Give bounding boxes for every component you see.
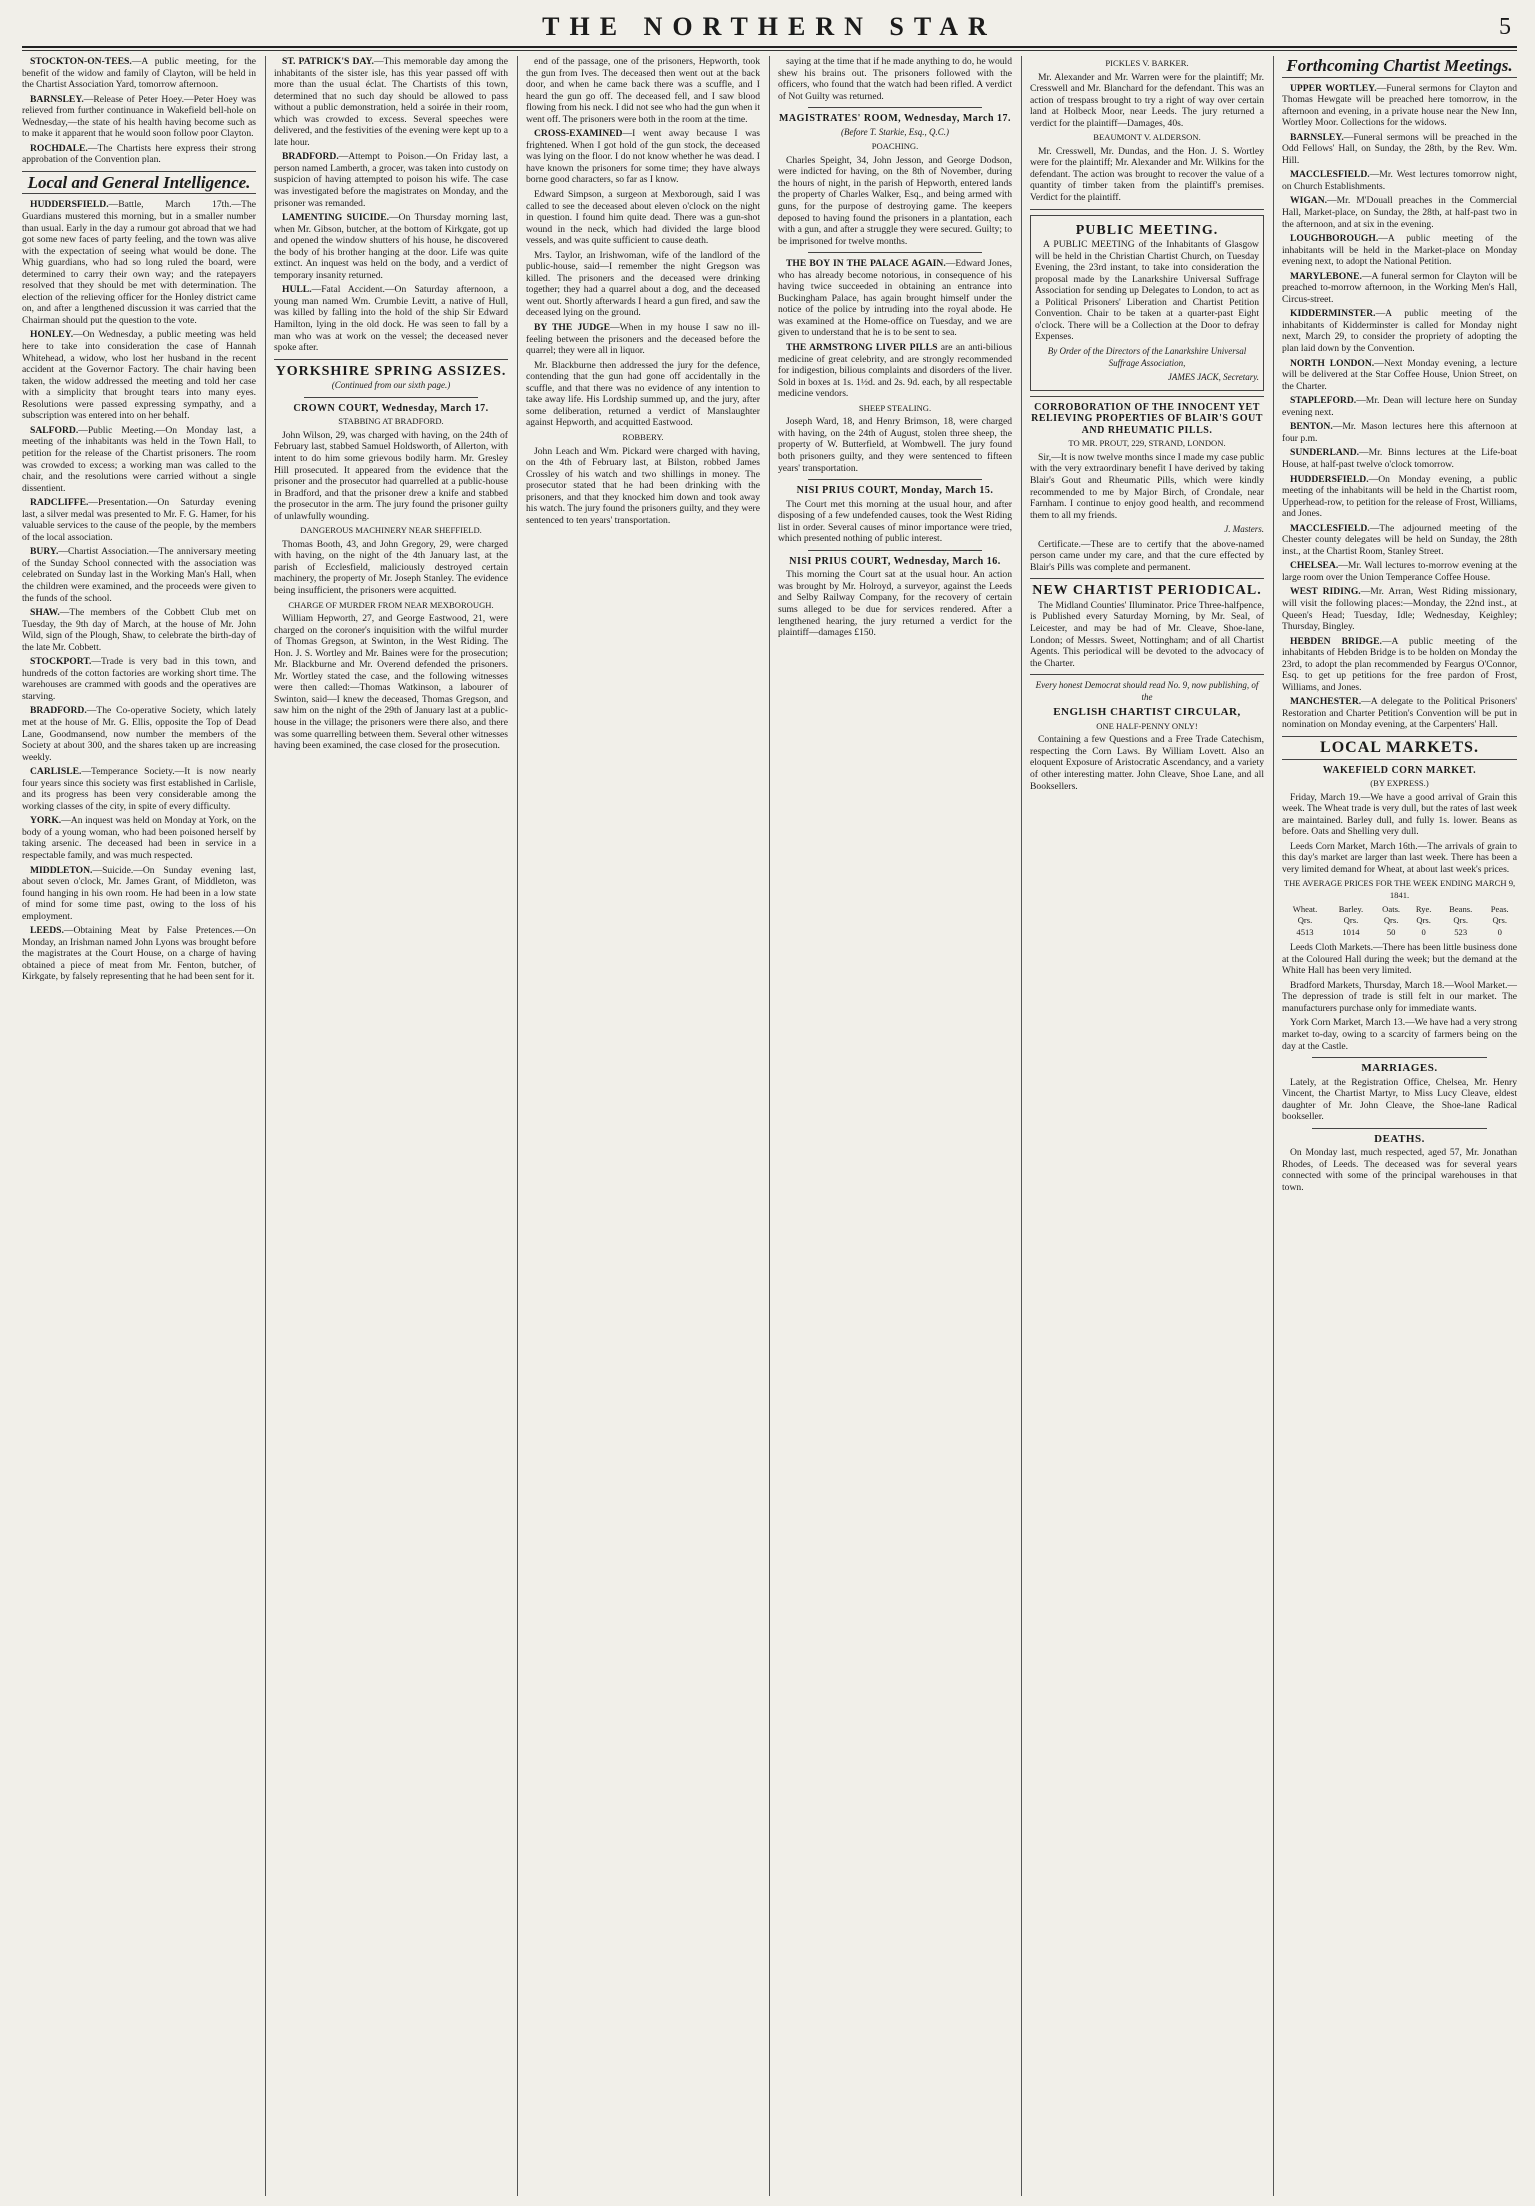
deaths-title: DEATHS.	[1374, 1132, 1425, 1145]
testimony	[526, 56, 760, 125]
article-text: —Public Meeting.—On Monday last, a meeting of the inhabitants was held in the Town Hall, to petition for the release of the Chartist prisoners. The room was crowded to excess; a working man was called to the chair, and the resolutions were carried without a single dissentient.	[22, 424, 256, 494]
testimony-text: Mr. Blackburne then addressed the jury for the defence, contending that the gun had gone off accidentally in the scuffle, and that there was no evidence of any intention to take away life. His Lordship summed up, and the jury, after some deliberation, returned a verdict of Manslaughter against Hepworth, and acquitted Eastwood.	[526, 359, 760, 429]
meeting-text: —Funeral sermons will be preached in the Odd Fellows' Hall, on Sunday, the 28th, by the Rev. Wm. Hill.	[1282, 131, 1517, 166]
testimony	[526, 322, 760, 357]
table-cell: 523	[1454, 926, 1468, 937]
meeting-head: STAPLEFORD.	[1290, 395, 1357, 407]
table-header: Beans.	[1449, 903, 1473, 914]
article	[22, 199, 256, 326]
article-head: THE BOY IN THE PALACE AGAIN.	[786, 258, 946, 270]
divider	[1312, 1128, 1487, 1129]
article	[22, 865, 256, 923]
column-5	[1030, 56, 1264, 2196]
article-head: THE ARMSTRONG LIVER PILLS	[786, 342, 938, 354]
meeting-item	[1282, 395, 1517, 418]
table-header-row	[1282, 904, 1517, 916]
article-text: —On Wednesday, a public meeting was held here to take into consideration the case of Hannah Whitehead, a widow, who lost her husband in the recent accident at the Governor Factory. The chair having been taken, the widow addressed the meeting and told her case with a simplicity that brought tears into many eyes. Resolutions were passed expressing sympathy, and a subscription was entered into on her behalf.	[22, 329, 256, 422]
meeting-head: WEST RIDING.	[1290, 586, 1361, 598]
column-rule	[1021, 56, 1022, 2196]
column-3	[526, 56, 760, 2196]
meeting-head: SUNDERLAND.	[1290, 447, 1360, 459]
testimony-text: —I went away because I was frightened. When I got hold of the gun stock, the deceased was lying on the floor. I do not know whether he was dead. I have known the prisoners for some time; they have always borne good characters, so far as I know.	[526, 128, 760, 186]
meeting-head: CHELSEA.	[1290, 560, 1339, 572]
divider	[808, 479, 982, 480]
article-head: BRADFORD.	[30, 705, 87, 717]
article	[22, 705, 256, 763]
meeting-item	[1282, 447, 1517, 470]
article-head: MIDDLETON.	[30, 864, 93, 876]
testimony-text: end of the passage, one of the prisoners, Hepworth, took the gun from Ives. The deceased then went out at the back door, and when he came back there was a scuffle, and I heard the gun go off. The deceased fell, and I saw blood flowing from his neck. I did not see who had the gun when it went off. The prisoners were both in the room at the time.	[526, 56, 760, 125]
public-meeting-ad	[1030, 215, 1264, 391]
meeting-text: —The adjourned meeting of the Chester county delegates will be held on Sunday, the 28th inst., at the Chartist Room, Stanley Street.	[1282, 522, 1517, 557]
article	[22, 425, 256, 494]
ad-text: The Midland Counties' Illuminator. Price Three-halfpence, is Published every Saturday Morning, by Mr. Seal, of Leicester, and may be had of Mr. Cleave, Shoe-lane, London; of Messrs. Sweet, Nottingham; and of all Chartist Agents. This periodical will be devoted to the advocacy of the Charter.	[1030, 599, 1264, 669]
article	[22, 546, 256, 604]
meeting-head: KIDDERMINSTER.	[1290, 308, 1376, 320]
article-head: CARLISLE.	[30, 766, 82, 778]
article-text: —Temperance Society.—It is now nearly four years since this society was first established in Carlisle, and its progress has been very considerable among the working classes of the city, in spite of every difficulty.	[22, 766, 256, 812]
meeting-item	[1282, 195, 1517, 230]
table-cell: 0	[1497, 926, 1502, 937]
ad-title: CORROBORATION OF THE INNOCENT YET RELIEVING PROPERTIES OF BLAIR'S GOUT AND RHEUMATIC PILLS.	[1031, 401, 1263, 436]
brief-text: —Release of Peter Hoey.—Peter Hoey was relieved from further continuance in Wakefield bell-hole on Wednesday,—the state of his health having become such as to make it apparent that he would soon follow poor Clayton.	[22, 93, 256, 140]
market-heading: WAKEFIELD CORN MARKET.	[1322, 764, 1477, 776]
average-prices-table	[1282, 904, 1517, 939]
table-header: Oats.	[1382, 903, 1401, 914]
divider	[1312, 1057, 1487, 1058]
newspaper-page	[22, 10, 1517, 2200]
column-1	[22, 56, 256, 2196]
court-heading: NISI PRIUS COURT, Monday, March 15.	[796, 485, 994, 497]
article	[22, 766, 256, 812]
brief-head: ROCHDALE.	[30, 142, 88, 154]
article-text: —Battle, March 17th.—The Guardians mustered this morning, but in a smaller number than usual. Early in the day a rumour got abroad that we had got some new faces of party feeling, and the town was alive with the expectation of seeing what would be done. The Whig guardians, who had so long ruled the board, were determined to carry their own way; and the ratepayers resolved that they should be met with determination. The election of the relieving officer for the Honley district came on, and after a lengthened discussion it was carried that the Chairman should put the question to the vote.	[22, 199, 256, 326]
case-text: Charles Speight, 34, John Jesson, and George Dodson, were indicted for having, on the 8th of November, during the hours of night, in the parish of Hepworth, entered lands the property of Charles Walker, Esq., and being armed with guns, for the purpose of destroying game. The keepers deposed to having found the prisoners in a plantation, each with a gun, and after a struggle they were secured. Guilty; to be imprisoned for twelve months.	[778, 154, 1012, 247]
meeting-item	[1282, 358, 1517, 393]
case-title: CHARGE OF MURDER FROM NEAR MEXBOROUGH.	[288, 599, 494, 610]
meeting-text: —Mr. Arran, West Riding missionary, will visit the following places:—Monday, the 22nd inst., at Queen's Head; Tuesday, Idle; Wednesday, Keighley; Thursday, Bingley.	[1282, 586, 1517, 633]
table-cell: Qrs.	[1492, 915, 1508, 926]
meeting-item	[1282, 636, 1517, 694]
testimony-head: BY THE JUDGE	[534, 322, 610, 334]
ad-byline: By Order of the Directors of the Lanarkshire Universal Suffrage Association,	[1047, 346, 1247, 368]
meeting-text: —A public meeting of the inhabitants of Hebden Bridge is to be holden on Monday the 23rd, to adopt the plan recommended by Feargus O'Connor, Esq. to get up petitions for the free pardon of Frost, Williams, and Jones.	[1282, 635, 1517, 693]
col1-briefs	[22, 56, 256, 166]
article-text: —Edward Jones, who has already become notorious, in consequence of his having twice succeeded in obtaining an entrance into Buckingham Palace, has again brought himself under the notice of the police by intruding into the royal abode. He was examined at the Home-office on Tuesday, and we are given to understand that he is to be sent to sea.	[778, 258, 1012, 339]
meeting-head: MARYLEBONE.	[1290, 270, 1362, 282]
page-number: 5	[1499, 14, 1511, 40]
meeting-text: —On Monday evening, a public meeting of the inhabitants will be held in the Chartist room, Upperhead-row, to petition for the release of Frost, Williams, and Jones.	[1282, 473, 1517, 520]
meeting-text: —Mr. Binns lectures at the Life-boat House, at half-past twelve o'clock tomorrow.	[1282, 447, 1517, 470]
case-title: ROBBERY.	[622, 431, 664, 442]
meeting-head: BARNSLEY.	[1290, 131, 1344, 143]
article	[274, 56, 508, 148]
case-text: This morning the Court sat at the usual hour. An action was brought by Mr. Holroyd, a surveyor, against the Leeds and Selby Railway Company, for the recovery of certain sums alleged to be due for services rendered. After a lengthened hearing, the jury returned a verdict for the plaintiff—damages £150.	[778, 569, 1012, 639]
table-header: Rye.	[1415, 903, 1432, 914]
ad-signature: JAMES JACK, Secretary.	[1167, 372, 1259, 383]
deaths-text: On Monday last, much respected, aged 57, Mr. Jonathan Rhodes, of Leeds. The deceased was for several years connected with some of the principal warehouses in that town.	[1282, 1147, 1517, 1194]
meeting-item	[1282, 586, 1517, 632]
court-heading: NISI PRIUS COURT, Wednesday, March 16.	[789, 555, 1001, 567]
article-text: —Trade is very bad in this town, and hundreds of the cotton factories are working short time. The warehouses are crammed with goods and the operatives are starving.	[22, 656, 256, 702]
market-subheading: (BY EXPRESS.)	[1370, 778, 1429, 789]
case-text: The Court met this morning at the usual hour, and after disposing of a few undefended causes, took the West Riding list in order. Several causes of minor importance were tried, which presented nothing of public interest.	[778, 498, 1012, 545]
ad-title: PUBLIC MEETING.	[1075, 222, 1219, 238]
article-text: —An inquest was held on Monday at York, on the body of a young woman, who had been poisoned herself by taking arsenic. The deceased had been in service in a respectable family, and was much respected.	[22, 815, 256, 861]
article	[22, 329, 256, 421]
divider	[22, 171, 256, 172]
testimony	[526, 189, 760, 247]
ad-signature: J. Masters.	[1224, 524, 1264, 535]
meeting-item	[1282, 523, 1517, 558]
divider	[1030, 578, 1264, 579]
masthead-rule	[22, 50, 1517, 51]
divider	[1030, 396, 1264, 397]
meetings-list	[1282, 83, 1517, 731]
article-text: are an anti-bilious medicine of great celebrity, and are strongly recommended for indigestion, bilious complaints and disorders of the liver. Sold in boxes at 1s. 1½d. and 2s. 9d. each, by all respectable medicine vendors.	[778, 342, 1012, 400]
testimony	[526, 360, 760, 429]
article-head: ST. PATRICK'S DAY.	[282, 56, 374, 67]
article	[778, 342, 1012, 400]
meeting-text: —Mr. Wall lectures to-morrow evening at the large room over the Union Temperance Coffee House.	[1282, 560, 1517, 583]
table-cell: Qrs.	[1383, 915, 1399, 926]
meeting-text: —Funeral sermons for Clayton and Thomas Hewgate will be preached here tomorrow, in the afternoon and evening, in a private house near the New Inn, Wortley Moor. Collections for the widows.	[1282, 82, 1517, 129]
meeting-head: BENTON.	[1290, 421, 1333, 433]
meeting-text: —A funeral sermon for Clayton will be preached to-morrow afternoon, in the Working Men's Hall, Circus-street.	[1282, 270, 1517, 305]
meeting-item	[1282, 271, 1517, 306]
article-text: —This memorable day among the inhabitants of the sister isle, has this year passed off with more than the usual éclat. The Chartists of this town, determined that no such day should be allowed to pass without a public demonstration, held a soirée in their room, which was crowded to excess. Several speeches were delivered, and the festivities of the evening were kept up to a late hour.	[274, 56, 508, 148]
ad-address: TO MR. PROUT, 229, STRAND, LONDON.	[1068, 438, 1226, 449]
article	[778, 56, 1012, 102]
case-text: William Hepworth, 27, and George Eastwood, 21, were charged on the coroner's inquisition with the wilful murder of Thomas Gregson, at Swinton, in the West Riding. The Hon. J. S. Wortley and Mr. Baines were for the prosecution; Mr. Blackburne and Mr. Overend defended the prisoners. Mr. Wortley stated the case, and the following witnesses were then called:—Thomas Watkinson, a labourer of Swinton, said—I knew the deceased, Thomas Gregson, and saw him on the night of the 29th of January last at a public-house in the village; the prisoners were there also, and there was some quarrelling between them. Several other witnesses having been examined, the case closed for the prosecution.	[274, 613, 508, 752]
table-header: Barley.	[1338, 903, 1364, 914]
court-subtitle: (Before T. Starkie, Esq., Q.C.)	[841, 126, 949, 137]
market-text: Leeds Corn Market, March 16th.—The arrivals of grain to this day's market are larger than last week. There has been a very limited demand for Wheat, at about last week's prices.	[1282, 840, 1517, 875]
table-header: Wheat.	[1292, 903, 1318, 914]
meeting-item	[1282, 83, 1517, 129]
meeting-head: MACCLESFIELD.	[1290, 522, 1370, 534]
column-rule	[265, 56, 266, 2196]
divider	[1282, 736, 1517, 737]
article-head: YORK.	[30, 815, 62, 827]
ad-lead: Every honest Democrat should read No. 9, now publishing, of the	[1035, 680, 1259, 702]
meeting-text: —Mr. Mason lectures here this afternoon at four p.m.	[1282, 421, 1517, 444]
meeting-head: HUDDERSFIELD.	[1290, 473, 1369, 485]
meeting-text: —A public meeting of the inhabitants will be held in the Market-place on Monday evening next, to adopt the National Petition.	[1282, 233, 1517, 268]
meeting-head: NORTH LONDON.	[1290, 357, 1375, 369]
ad-title: NEW CHARTIST PERIODICAL.	[1032, 583, 1262, 599]
article-head: SHAW.	[30, 607, 60, 619]
article	[22, 815, 256, 861]
article	[22, 925, 256, 983]
brief-head: STOCKTON-ON-TEES.	[30, 56, 132, 67]
article-text: —On Thursday morning last, when Mr. Gibson, butcher, at the bottom of Kirkgate, got up and opened the window shutters of his house, he discovered the body of his brother hanging at the door. Life was quite extinct. An inquest was held on the body, and a verdict of temporary insanity returned.	[274, 212, 508, 281]
meeting-item	[1282, 560, 1517, 583]
article	[22, 497, 256, 543]
meeting-head: MACCLESFIELD.	[1290, 169, 1370, 181]
article-text: —Obtaining Meat by False Pretences.—On Monday, an Irishman named John Lyons was brought before the magistrates at the Court House, on a charge of having obtained a piece of meat from Mr. Fenton, butcher, of Kirkgate, by falsely representing that he had been sent for it.	[22, 925, 256, 983]
markets-title: LOCAL MARKETS.	[1320, 738, 1479, 756]
ad-price: ONE HALF-PENNY ONLY!	[1096, 720, 1198, 731]
table-cell: Qrs.	[1453, 915, 1468, 926]
ad-text: A PUBLIC MEETING of the Inhabitants of Glasgow will be held in the Christian Chartist Church, on Tuesday Evening, the 23rd instant, to take into consideration the proposal made by the Lanarkshire Universal Suffrage Association for sending up Delegates to London, to act as a Political Prisoners' Liberation and Chartist Petition Convention. Chair to be taken at a quarter-past Eight o'clock. There will be a Collection at the Door to defray Expenses.	[1035, 239, 1259, 343]
article-text: —The members of the Cobbett Club met on Tuesday, the 9th day of March, at the house of Mr. John Wild, sign of the Plough, Shaw, to celebrate the birth-day of the late Mr. Cobbett.	[22, 607, 256, 653]
market-text: Friday, March 19.—We have a good arrival of Grain this week. The Wheat trade is very dull, but the rates of last week are maintained. Barley dull, and fully 1s. lower. Beans as before. Oats and Shelling very dull.	[1282, 791, 1517, 838]
meeting-text: —Mr. Dean will lecture here on Sunday evening next.	[1282, 395, 1517, 418]
article-head: LEEDS.	[30, 925, 64, 937]
article	[274, 151, 508, 209]
article-head: BRADFORD.	[282, 151, 339, 163]
case-text: Thomas Booth, 43, and John Gregory, 29, were charged with having, on the night of the 4th January last, at the parish of Ecclesfield, maliciously destroyed certain machinery, the property of Mr. Joseph Stanley. The evidence being insufficient, the prisoners were acquitted.	[274, 538, 508, 596]
brief-item	[22, 143, 256, 166]
case-title: BEAUMONT V. ALDERSON.	[1093, 132, 1201, 143]
meeting-text: —A public meeting of the inhabitants of Kidderminster is called for Monday night next, March 29, to consider the propriety of adopting the plan laid down by the Convention.	[1282, 308, 1517, 355]
meeting-head: LOUGHBOROUGH.	[1290, 233, 1379, 245]
market-text: Bradford Markets, Thursday, March 18.—Wool Market.—The depression of trade is still felt in our market. The manufacturers purchase only for immediate wants.	[1282, 979, 1517, 1014]
brief-text: —A public meeting, for the benefit of the widow and family of Clayton, will be held in the Chartist Association Yard, tomorrow afternoon.	[22, 56, 256, 91]
testimony	[526, 250, 760, 319]
divider	[808, 550, 982, 551]
article	[22, 607, 256, 653]
article-text: —The Co-operative Society, which lately met at the house of Mr. G. Ellis, opposite the Top of Dead Lane, Goodmansend, now number the members of the Society at about 300, and the shares taken up are increasing weekly.	[22, 705, 256, 763]
case-title: SHEEP STEALING.	[858, 402, 932, 413]
masthead	[22, 10, 1517, 48]
case-title: STABBING AT BRADFORD.	[338, 416, 444, 427]
meeting-text: —Mr. M'Douall preaches in the Commercial Hall, Market-place, on Sunday, the 28th, at half-past two in the afternoon, and at six in the evening.	[1282, 195, 1517, 230]
column-rule	[769, 56, 770, 2196]
article-text: —Presentation.—On Saturday evening last, a silver medal was presented to Mr. F. G. Hamer, for his valuable services to the cause of the people, by the members of the local association.	[22, 497, 256, 543]
meeting-text: —A delegate to the Political Prisoners' Restoration and Charter Petition's Convention will be put in nomination on Monday evening, at the Carpenters' Hall.	[1282, 696, 1517, 731]
meeting-head: WIGAN.	[1290, 195, 1328, 207]
table-row	[1282, 927, 1517, 939]
divider	[1282, 77, 1517, 78]
assizes-title: YORKSHIRE SPRING ASSIZES.	[275, 363, 507, 379]
case-text: John Leach and Wm. Pickard were charged with having, on the 4th of February last, at Bilston, robbed James Crossley of his watch and two shillings in money. The prosecutor stated that he had been drinking with the prisoners, and that they knocked him down and took away his watch. The jury found the prisoners guilty, and they were sentenced to ten years' transportation.	[526, 445, 760, 526]
article-head: BURY.	[30, 546, 59, 558]
meeting-item	[1282, 474, 1517, 520]
testimony-text: Mrs. Taylor, an Irishwoman, wife of the landlord of the public-house, said—I remember the night Gregson was killed. The prisoners and the deceased were drinking together; they had a quarrel about a dog, and the deceased went out. Shortly afterwards I heard a gun fired, and saw the deceased lying on the ground.	[526, 249, 760, 319]
column-6	[1282, 56, 1517, 2196]
divider	[1030, 674, 1264, 675]
column-rule	[1273, 56, 1274, 2196]
case-text: Joseph Ward, 18, and Henry Brimson, 18, were charged with having, on the 24th of August, stolen three sheep, the property of W. Butterfield, at Wombwell. The jury found both prisoners guilty, and they were sentenced to fifteen years' transportation.	[778, 416, 1012, 474]
article-head: RADCLIFFE.	[30, 497, 89, 509]
meeting-head: MANCHESTER.	[1290, 696, 1362, 708]
table-row	[1282, 915, 1517, 927]
meeting-head: UPPER WORTLEY.	[1290, 82, 1377, 94]
divider	[808, 107, 982, 108]
case-title: POACHING.	[871, 141, 919, 152]
column-rule	[517, 56, 518, 2196]
article-head: SALFORD.	[30, 424, 79, 436]
table-cell: Qrs.	[1297, 915, 1313, 926]
article	[274, 284, 508, 353]
divider	[22, 193, 256, 194]
article	[778, 258, 1012, 339]
case-title: PICKLES V. BARKER.	[1105, 58, 1189, 68]
article-text: saying at the time that if he made anything to do, he would shew his brains out. The prisoners followed with the officers, who found that the watch had been rifled. A verdict of Not Guilty was returned.	[778, 56, 1012, 102]
case-text: John Wilson, 29, was charged with having, on the 24th of February last, stabbed Samuel Holdsworth, of Allerton, with intent to do him some grievous bodily harm. Mr. Gresley Hill prosecuted. It appeared from the evidence that the prisoner and the prosecutor had quarrelled at a public-house in Bradford, and that the prisoner drew a knife and stabbed the prosecutor in the arm. The jury found the prisoner guilty of unlawfully wounding.	[274, 429, 508, 522]
article-head: HULL.	[282, 284, 312, 296]
section-title: Forthcoming Chartist Meetings.	[1286, 56, 1513, 75]
article-head: HONLEY.	[30, 329, 74, 341]
article-text: —Fatal Accident.—On Saturday afternoon, a young man named Wm. Crumbie Levitt, a native of Hull, was killed by falling into the hold of the ship Sir Edward Hamilton, lying in the old dock. He was seen to fall by a man who was at work on the vessel; the deceased never spoke after.	[274, 284, 508, 354]
article-head: LAMENTING SUICIDE.	[282, 212, 390, 224]
assizes-subtitle: (Continued from our sixth page.)	[331, 380, 451, 391]
table-cell: 1014	[1342, 926, 1360, 937]
testimony-text: Edward Simpson, a surgeon at Mexborough, said I was called to see the deceased about eleven o'clock on the night in question. I found him quite dead. There was a gun-shot wound in the neck, which had divided the large blood vessels, and was quite sufficient to cause death.	[526, 189, 760, 247]
table-cell: 4513	[1296, 926, 1314, 937]
article-text: —Attempt to Poison.—On Friday last, a person named Lamberth, a grocer, was taken into custody on suspicion of having attempted to poison his wife. The case was investigated before the magistrates on Monday, and the prisoner was remanded.	[274, 151, 508, 209]
meeting-text: —Next Monday evening, a lecture will be delivered at the Star Coffee House, Union Street, on the Charter.	[1282, 357, 1517, 392]
ad-text: Containing a few Questions and a Free Trade Catechism, respecting the Corn Laws. By William Lovett. Also an eloquent Exposure of Aristocratic Ascendancy, and a variety of other interesting matter. John Cleave, Shoe Lane, and all Booksellers.	[1030, 734, 1264, 792]
meeting-item	[1282, 308, 1517, 354]
article-head: STOCKPORT.	[30, 656, 92, 668]
divider	[304, 397, 478, 398]
divider	[1030, 209, 1264, 210]
testimony-text: —When in my house I saw no ill-feeling between the prisoners and the deceased before the quarrel; they were all in liquor.	[526, 322, 760, 357]
article-text: —Suicide.—On Sunday evening last, about seven o'clock, Mr. James Grant, of Middleton, was found hanging in his own room. He had been in a low state of mind for some time past, owing to the loss of his employment.	[22, 864, 256, 922]
meeting-item	[1282, 421, 1517, 444]
testimony	[526, 128, 760, 186]
meeting-item	[1282, 169, 1517, 192]
marriages-text: Lately, at the Registration Office, Chelsea, Mr. Henry Vincent, the Chartist Martyr, to Miss Lucy Cleave, eldest daughter of Mr. John Cleave, the Shoe-lane Radical bookseller.	[1282, 1076, 1517, 1123]
divider	[808, 252, 982, 253]
divider	[1282, 759, 1517, 760]
case-text: Mr. Alexander and Mr. Warren were for the plaintiff; Mr. Cresswell and Mr. Blanchard for the defendant. This was an action of trespass brought to try a right of way over certain land at Holbeck Moor, near Leeds. The jury returned a verdict for the plaintiff—Damages, 40s.	[1030, 71, 1264, 129]
ad-title: ENGLISH CHARTIST CIRCULAR,	[1053, 706, 1241, 719]
court-heading: CROWN COURT, Wednesday, March 17.	[293, 402, 489, 414]
table-cell: 50	[1386, 926, 1396, 937]
testimony-head: CROSS-EXAMINED	[534, 128, 623, 140]
brief-item	[22, 94, 256, 140]
meeting-item	[1282, 696, 1517, 731]
meeting-item	[1282, 233, 1517, 268]
table-cell: Qrs.	[1416, 915, 1431, 926]
marriages-title: MARRIAGES.	[1361, 1062, 1438, 1075]
average-prices-title: THE AVERAGE PRICES FOR THE WEEK ENDING MARCH 9, 1841.	[1283, 878, 1516, 900]
case-title: DANGEROUS MACHINERY NEAR SHEFFIELD.	[300, 525, 482, 536]
market-text: Leeds Cloth Markets.—There has been little business done at the Coloured Hall during the week; but the demand at the White Hall has been very limited.	[1282, 942, 1517, 977]
table-cell: Qrs.	[1343, 915, 1359, 926]
article-text: —Chartist Association.—The anniversary meeting of the Sunday School connected with the association was celebrated on Sunday last in the Working Man's Hall, when the children were examined, and the proceeds were given to the funds of the school.	[22, 546, 256, 604]
newspaper-title: THE NORTHERN STAR	[542, 12, 997, 41]
meeting-item	[1282, 132, 1517, 167]
ad-text: Certificate.—These are to certify that the above-named person came under my care, and that the cure effected by Blair's Pills was complete and permanent.	[1030, 538, 1264, 573]
table-cell: 0	[1421, 926, 1426, 937]
column-4	[778, 56, 1012, 2196]
col1-articles	[22, 199, 256, 983]
brief-text: —The Chartists here express their strong approbation of the Convention plan.	[22, 142, 256, 166]
market-text: York Corn Market, March 13.—We have had a very strong market to-day, owing to a scarcity of farmers being on the day at the Castle.	[1282, 1017, 1517, 1052]
table-header: Peas.	[1490, 903, 1509, 914]
article	[274, 212, 508, 281]
article-head: HUDDERSFIELD.	[30, 199, 109, 211]
meeting-head: HEBDEN BRIDGE.	[1290, 635, 1382, 647]
court-heading: MAGISTRATES' ROOM, Wednesday, March 17.	[778, 113, 1012, 125]
article	[22, 656, 256, 702]
brief-item	[22, 56, 256, 91]
section-title: Local and General Intelligence.	[27, 172, 251, 192]
ad-text: Sir,—It is now twelve months since I made my case public with the very extraordinary benefit I have derived by taking Blair's Gout and Rheumatic Pills, which were kindly recommended to me by Major Birch, of Crondale, near Farnham. I continue to enjoy good health, and recommend them to all my friends.	[1030, 451, 1264, 521]
divider	[274, 359, 508, 360]
meeting-text: —Mr. West lectures tomorrow night, on Church Establishments.	[1282, 169, 1517, 192]
column-2	[274, 56, 508, 2196]
case-text: Mr. Cresswell, Mr. Dundas, and the Hon. J. S. Wortley were for the plaintiff; Mr. Alexander and Mr. Wilkins for the defendant. The action was brought to recover the value of a quantity of timber taken from the plaintiff's premises. Verdict for the plaintiff.	[1030, 145, 1264, 204]
brief-head: BARNSLEY.	[30, 93, 84, 105]
